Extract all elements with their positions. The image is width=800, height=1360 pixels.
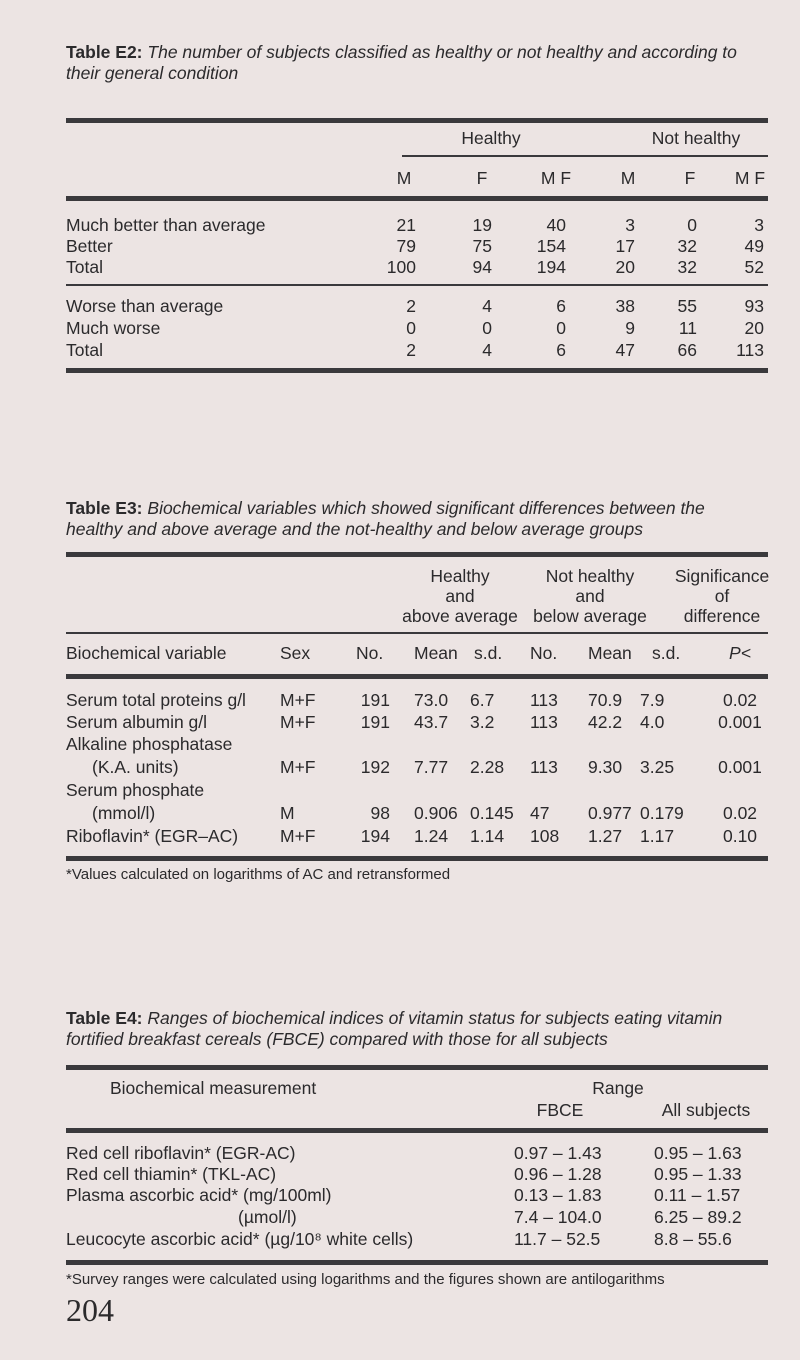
table-e2-cell: 19 [472,215,492,235]
table-e3-cell-sex: M+F [280,757,316,777]
table-e3-cell-sd2: 0.179 [640,803,684,823]
table-e3-group-healthy: above average [402,606,518,626]
table-e3-cell-sex: M [280,803,295,823]
table-e3-cell-sd1: 3.2 [470,712,495,732]
table-e2-cell: 6 [556,340,566,360]
table-e3-cell-p: 0.001 [718,757,762,777]
table-e3-group-significance: of [714,586,730,606]
table-e3-row-label: Serum phosphate [66,780,205,800]
table-e3-cell-mean1: 7.77 [414,757,449,777]
table-e2-subhead: M [620,168,636,188]
table-e4-caption [66,1008,766,1050]
table-e4-col-range: Range [592,1078,644,1098]
table-e3-caption [66,498,766,540]
table-e3-cell-p: 0.02 [722,803,758,823]
table-e3-group-not-healthy: Not healthy [545,566,635,586]
table-e3-cell-sd1: 0.145 [470,803,514,823]
table-e2-cell: 52 [744,257,764,277]
table-e2-cell: 4 [482,340,492,360]
table-e3-cell-no2: 113 [530,690,558,710]
table-e3-cell-mean1: 1.24 [414,826,449,846]
table-e4-cell-fbce: 0.13 – 1.83 [514,1185,602,1205]
table-e3-cell-mean2: 9.30 [588,757,623,777]
table-e3-cell-no2: 113 [530,712,558,732]
table-e3-group-significance: difference [683,606,761,626]
table-e3-group-healthy: and [445,586,475,606]
table-e2-row-label: Much worse [66,318,161,338]
table-e3-col-sd1: s.d. [474,643,503,663]
table-e2-row-label: Much better than average [66,215,266,235]
table-e2-mid-rule [66,284,768,286]
table-e3-cell-mean2: 70.9 [588,690,623,710]
table-e4-col-measurement: Biochemical measurement [110,1078,317,1098]
table-e3-cell-no1: 192 [360,757,390,777]
table-e3-cell-p: 0.10 [722,826,758,846]
table-e2-group-healthy: Healthy [461,128,521,148]
table-e2-group-not-healthy: Not healthy [651,128,741,148]
table-e4-head-rule [66,1128,768,1133]
table-e2-cell: 113 [736,340,764,360]
table-e4-caption-label: Table E4: [66,1008,143,1028]
table-e3-cell-sex: M+F [280,690,316,710]
table-e3-cell-sd2: 3.25 [640,757,675,777]
table-e3-col-mean2: Mean [588,643,632,663]
table-e3-cell-mean1: 73.0 [414,690,449,710]
table-e2-cell: 2 [406,296,416,316]
table-e2-subhead: M F [734,168,766,188]
table-e4-top-rule [66,1065,768,1070]
table-e3-cell-sd1: 6.7 [470,690,495,710]
table-e3-cell-mean1: 43.7 [414,712,449,732]
table-e2-row-label: Worse than average [66,296,224,316]
table-e2-cell: 11 [678,318,697,338]
table-e3-cell-no1: 194 [360,826,390,846]
table-e2-cell: 0 [556,318,566,338]
table-e3-cell-sd2: 7.9 [640,690,665,710]
page-number: 204 [66,1292,114,1328]
table-e3-top-rule [66,552,768,557]
table-e3-cell-mean2: 0.977 [588,803,632,823]
table-e3-cell-mean2: 42.2 [588,712,623,732]
table-e4-cell-all: 0.95 – 1.63 [654,1143,742,1163]
table-e2-caption-label: Table E2: [66,42,143,62]
table-e3-col-sd2: s.d. [652,643,681,663]
table-e3-row-sublabel: (K.A. units) [92,757,179,777]
table-e2-cell: 9 [625,318,635,338]
table-e3-group-rule [66,632,768,634]
table-e2-cell: 20 [615,257,635,277]
table-e3-row-label: Serum albumin g/l [66,712,208,732]
table-e3-bottom-rule [66,856,768,861]
table-e2-cell: 21 [396,215,416,235]
table-e2-row-label: Total [66,340,103,360]
table-e2-cell: 3 [625,215,635,235]
table-e3-row-sublabel: (mmol/l) [92,803,156,823]
table-e2-subhead: F [684,168,696,188]
table-e4-cell-all: 8.8 – 55.6 [654,1229,732,1249]
table-e3-cell-no2: 113 [530,757,558,777]
table-e2-cell: 75 [472,236,492,256]
table-e2-cell: 32 [677,257,697,277]
table-e3-cell-sd2: 1.17 [640,826,675,846]
table-e2-top-rule [66,118,768,123]
table-e3-col-no1: No. [356,643,384,663]
table-e3-row-label: Serum total proteins g/l [66,690,246,710]
table-e3-cell-no1: 191 [360,690,390,710]
table-e4-row-label: Red cell riboflavin* (EGR-AC) [66,1143,296,1163]
table-e2-group-rule [402,155,768,157]
table-e3-cell-no1: 191 [360,712,390,732]
table-e3-group-not-healthy: and [575,586,605,606]
table-e2-row-label: Better [66,236,113,256]
table-e2-cell: 194 [536,257,566,277]
table-e2-cell: 154 [536,236,566,256]
table-e3-cell-sex: M+F [280,826,316,846]
table-e3-group-healthy: Healthy [430,566,490,586]
table-e2-cell: 55 [677,296,697,316]
table-e3-cell-p: 0.02 [722,690,758,710]
table-e3-cell-mean2: 1.27 [588,826,623,846]
table-e2-cell: 3 [754,215,764,235]
table-e2-subhead: M [396,168,412,188]
table-e3-cell-sd2: 4.0 [640,712,665,732]
table-e3-cell-no2: 47 [530,803,550,823]
table-e2-cell: 2 [406,340,416,360]
table-e2-cell: 38 [615,296,635,316]
table-e3-col-variable: Biochemical variable [66,643,227,663]
table-e4-cell-fbce: 11.7 – 52.5 [514,1229,601,1249]
table-e2-cell: 17 [615,236,635,256]
table-e2-cell: 93 [744,296,764,316]
table-e3-cell-no1: 98 [370,803,390,823]
table-e2-cell: 20 [744,318,764,338]
table-e2-cell: 94 [472,257,492,277]
table-e3-col-mean1: Mean [414,643,458,663]
table-e2-cell: 0 [406,318,416,338]
table-e3-row-label: Riboflavin* (EGR–AC) [66,826,239,846]
table-e2-cell: 47 [615,340,635,360]
table-e2-cell: 40 [546,215,566,235]
table-e3-footnote: *Values calculated on logarithms of AC and retransformed [66,866,451,883]
table-e3-caption-label: Table E3: [66,498,143,518]
table-e2-cell: 66 [677,340,697,360]
table-e3-cell-sd1: 2.28 [470,757,505,777]
table-e2-subhead: F [476,168,488,188]
table-e2-head-rule [66,196,768,201]
table-e2-cell: 32 [677,236,697,256]
table-e2-cell: 79 [396,236,416,256]
table-e4-row-label: Plasma ascorbic acid* (mg/100ml) [66,1185,332,1205]
table-e3-cell-no2: 108 [530,826,560,846]
table-e3-row-label: Alkaline phosphatase [66,734,233,754]
table-e3-group-significance: Significance [674,566,770,586]
table-e4-cell-fbce: 0.97 – 1.43 [514,1143,602,1163]
table-e4-cell-fbce: 7.4 – 104.0 [514,1207,602,1227]
table-e2-cell: 6 [556,296,566,316]
table-e4-cell-fbce: 0.96 – 1.28 [514,1164,602,1184]
table-e3-group-not-healthy: below average [533,606,647,626]
table-e4-col-all: All subjects [661,1100,751,1120]
table-e4-footnote: *Survey ranges were calculated using logarithms and the figures shown are antilogarithms [66,1271,665,1288]
table-e3-cell-sex: M+F [280,712,316,732]
table-e4-cell-all: 6.25 – 89.2 [654,1207,742,1227]
table-e4-bottom-rule [66,1260,768,1265]
table-e3-cell-p: 0.001 [718,712,762,732]
table-e4-cell-all: 0.11 – 1.57 [654,1185,741,1205]
table-e4-row-label: Leucocyte ascorbic acid* (µg/10⁸ white cells) [66,1229,414,1249]
table-e3-caption-text: Biochemical variables which showed significant differences between the healthy and above average and the not-healthy and below average groups [66,498,705,539]
table-e2-row-label: Total [66,257,103,277]
table-e2-caption [66,42,766,84]
table-e3-col-no2: No. [530,643,558,663]
table-e3-cell-mean1: 0.906 [414,803,458,823]
table-e2-bottom-rule [66,368,768,373]
table-e4-cell-all: 0.95 – 1.33 [654,1164,742,1184]
table-e3-head-rule [66,674,768,679]
table-e4-row-label: Red cell thiamin* (TKL-AC) [66,1164,277,1184]
table-e2-cell: 0 [687,215,697,235]
table-e3-cell-sd1: 1.14 [470,826,505,846]
table-e4-caption-text: Ranges of biochemical indices of vitamin status for subjects eating vitamin fortified breakfast cereals (FBCE) compared with those for all subjects [66,1008,723,1049]
table-e4-col-fbce: FBCE [536,1100,584,1120]
table-e2-cell: 0 [482,318,492,338]
table-e2-cell: 100 [386,257,416,277]
table-e3-col-sex: Sex [280,643,311,663]
table-e2-cell: 49 [744,236,764,256]
table-e2-subhead: M F [540,168,572,188]
table-e4-row-label: (µmol/l) [238,1207,297,1227]
table-e3-col-p: P< [729,643,751,663]
table-e2-caption-text: The number of subjects classified as healthy or not healthy and according to their general condition [66,42,737,83]
table-e2-cell: 4 [482,296,492,316]
